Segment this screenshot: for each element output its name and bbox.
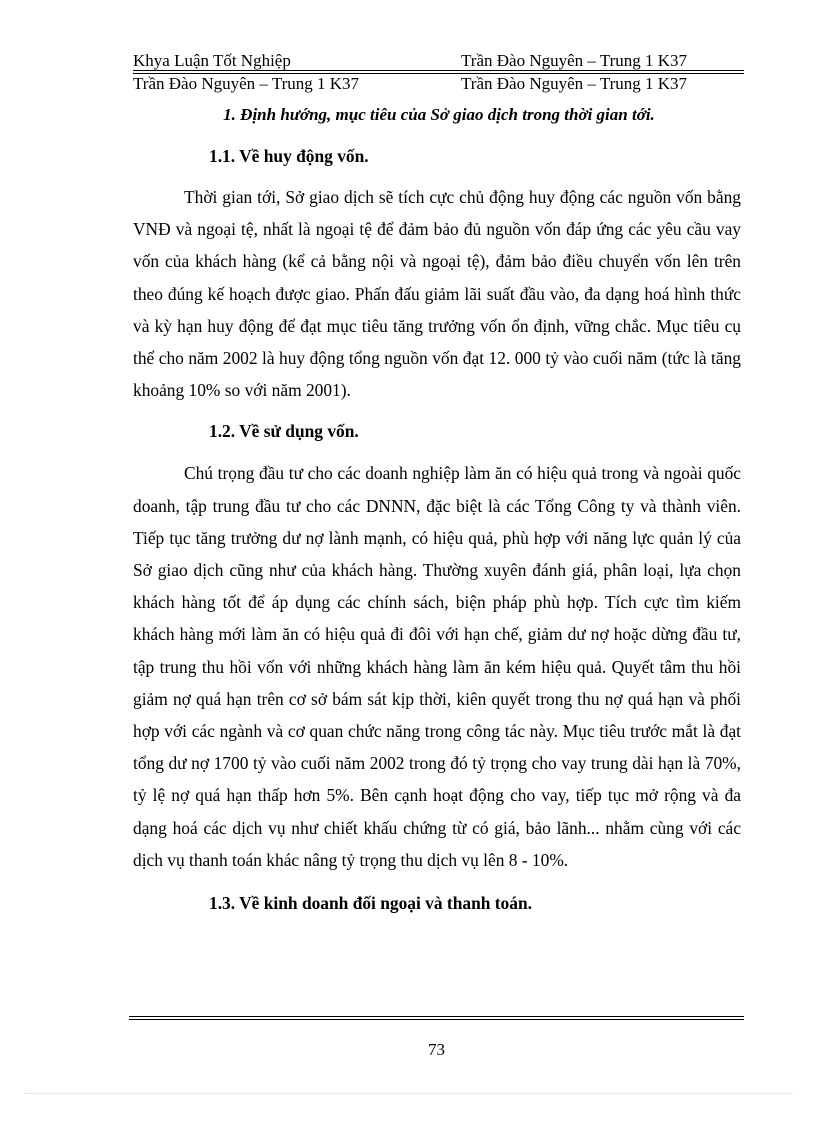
subsection-heading-capital-mobilization: 1.1. Về huy động vốn. — [209, 146, 369, 166]
header-author-label-left: Trần Đào Nguyên – Trung 1 K37 — [133, 74, 360, 93]
page-edge-dotted-line — [24, 1093, 794, 1094]
subsection-heading-capital-usage: 1.2. Về sử dụng vốn. — [209, 421, 359, 442]
footer-divider — [129, 1016, 744, 1017]
paragraph-capital-mobilization: Thời gian tới, Sở giao dịch sẽ tích cực chủ động huy động các nguồn vốn bằng VNĐ và ngoại tệ, nhất là ngoại tệ để đảm bảo đủ nguồn vốn đáp ứng các yêu cầu vay vốn của khách hàng (kể cả bằng nội và ngoại tệ), đảm bảo điều chuyển vốn lên trên theo đúng kế hoạch được giao. Phấn đấu giảm lãi suất đầu vào, đa dạng hoá hình thức và kỳ hạn huy động để đạt mục tiêu tăng trưởng vốn ổn định, vững chắc. Mục tiêu cụ thể cho năm 2002 là huy động tổng nguồn vốn đạt 12. 000 tỷ vào cuối năm (tức là tăng khoảng 10% so với năm 2001). — [133, 187, 741, 401]
document-body — [133, 104, 741, 914]
paragraph-capital-usage: Chú trọng đầu tư cho các doanh nghiệp làm ăn có hiệu quả trong và ngoài quốc doanh, tập trung đầu tư cho các DNNN, đặc biệt là các Tổng Công ty và thành viên. Tiếp tục tăng trưởng dư nợ lành mạnh, có hiệu quả, phù hợp với năng lực quản lý của Sở giao dịch cũng như của khách hàng. Thường xuyên đánh giá, phân loại, lựa chọn khách hàng tốt để áp dụng các chính sách, biện pháp phù hợp. Tích cực tìm kiếm khách hàng mới làm ăn có hiệu quả đi đôi với hạn chế, giảm dư nợ hoặc dừng đầu tư, tập trung thu hồi vốn với những khách hàng làm ăn kém hiệu quả. Quyết tâm thu hồi giảm nợ quá hạn trên cơ sở bám sát kịp thời, kiên quyết trong thu nợ quá hạn và phối hợp với các ngành và cơ quan chức năng trong công tác này. Mục tiêu trước mắt là đạt tổng dư nợ 1700 tỷ vào cuối năm 2002 trong đó tỷ trọng cho vay trung dài hạn là 70%, tỷ lệ nợ quá hạn thấp hơn 5%. Bên cạnh hoạt động cho vay, tiếp tục mở rộng và đa dạng hoá các dịch vụ như chiết khấu chứng từ có giá, bảo lãnh... nhằm cùng với các dịch vụ thanh toán khác nâng tỷ trọng thu dịch vụ lên 8 - 10%. — [133, 463, 741, 870]
header-author-label-right: Trần Đào Nguyên – Trung 1 K37 — [461, 74, 688, 93]
section-title: 1. Định hướng, mục tiêu của Sở giao dịch trong thời gian tới. — [223, 105, 655, 124]
header-divider — [133, 70, 744, 71]
header-thesis-label: Khya Luận Tốt Nghiệp — [133, 51, 291, 70]
subsection-heading-foreign-trade: 1.3. Về kinh doanh đối ngoại và thanh toán. — [209, 893, 532, 914]
header-author-label: Trần Đào Nguyên – Trung 1 K37 — [461, 51, 688, 70]
page-number: 73 — [428, 1040, 445, 1059]
footer-divider-secondary — [129, 1019, 744, 1020]
